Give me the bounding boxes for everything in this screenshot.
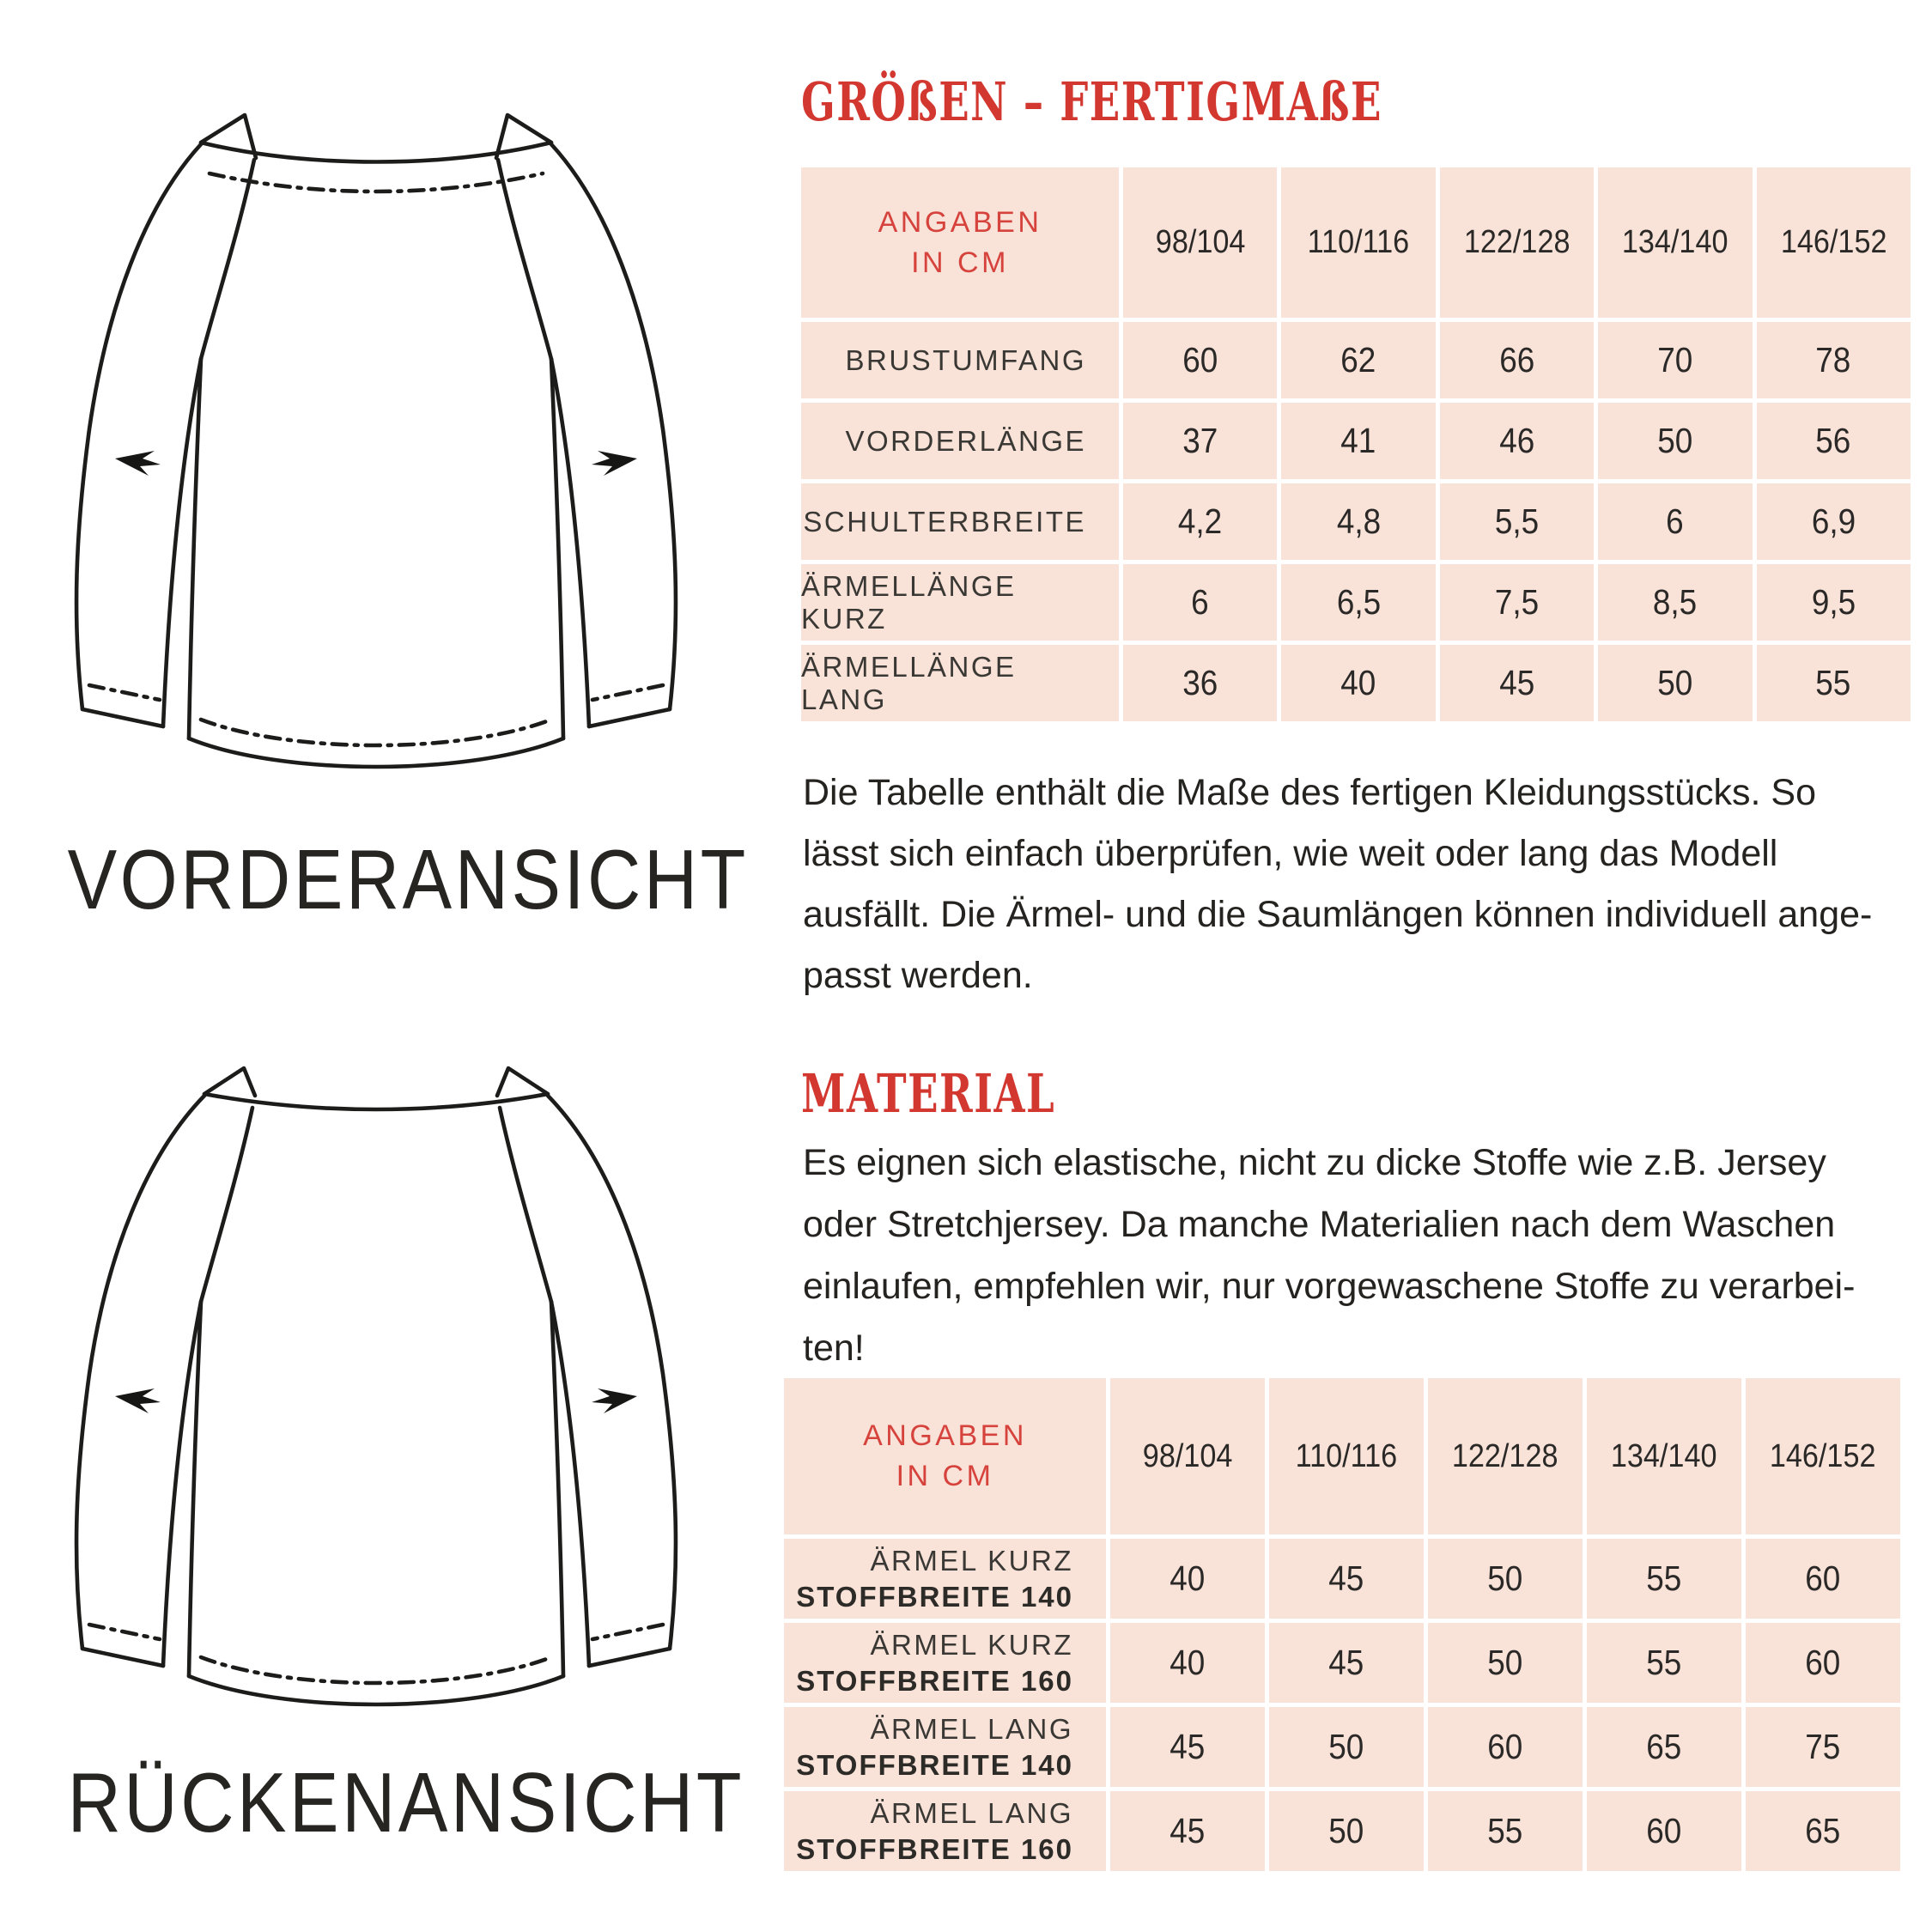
measurement-value: 78	[1815, 340, 1851, 380]
fabric-value: 50	[1487, 1643, 1523, 1682]
measurement-value-cell	[1281, 645, 1435, 721]
measurement-value-cell	[1440, 403, 1594, 479]
measurement-value-cell	[1123, 483, 1277, 560]
sizes-description	[803, 762, 1932, 1006]
fabric-value-cell	[1428, 1539, 1583, 1619]
measurement-value-cell	[1598, 483, 1752, 560]
fabric-value: 55	[1487, 1811, 1523, 1850]
fabric-value-cell	[1587, 1707, 1741, 1787]
back-view-label: RÜCKENANSICHT	[67, 1755, 745, 1850]
front-view-label: VORDERANSICHT	[67, 832, 749, 927]
fabric-value: 65	[1646, 1727, 1682, 1766]
fabric-value: 45	[1328, 1558, 1364, 1598]
fabric-value: 40	[1170, 1643, 1206, 1682]
measurement-label-text: BRUSTUMFANG	[845, 343, 1086, 376]
size-column-header-text: 146/152	[1780, 224, 1887, 260]
measurement-value-cell	[1598, 403, 1752, 479]
size-column-header	[1281, 167, 1435, 318]
measurement-value-cell	[1440, 564, 1594, 641]
size-column-header	[1757, 167, 1911, 318]
measurement-row-label	[801, 322, 1119, 398]
size-column-header-text: 110/116	[1307, 224, 1410, 260]
measurement-label-text: SCHULTERBREITE	[803, 505, 1086, 538]
measurement-label-text: ÄRMELLÄNGE LANG	[801, 650, 1017, 715]
fabric-value-cell	[1110, 1623, 1265, 1703]
fabric-label-line1: ÄRMEL KURZ	[870, 1544, 1073, 1577]
fabric-label-line1: ÄRMEL KURZ	[870, 1628, 1073, 1661]
fabric-value-cell	[1587, 1623, 1741, 1703]
size-column-header	[1428, 1378, 1583, 1534]
measurement-value-cell	[1281, 483, 1435, 560]
measurement-value-cell	[1123, 645, 1277, 721]
fabric-label-line1: ÄRMEL LANG	[870, 1796, 1073, 1829]
fabric-value-cell	[1746, 1707, 1900, 1787]
measurement-row-label	[801, 483, 1119, 560]
fabric-value-cell	[1587, 1791, 1741, 1871]
sizes-description-line: passt werden.	[803, 955, 1033, 996]
size-column-header	[1587, 1378, 1741, 1534]
measurement-value: 8,5	[1653, 582, 1698, 622]
measurement-value-cell	[1598, 564, 1752, 641]
fabric-value-cell	[1746, 1539, 1900, 1619]
fabric-value: 75	[1805, 1727, 1841, 1766]
fabric-value: 40	[1170, 1558, 1206, 1598]
shirt-front-sketch-illustration	[33, 84, 720, 818]
fabric-requirements-table	[784, 1378, 1900, 1871]
measurement-value-cell	[1757, 483, 1911, 560]
fabric-row-label	[784, 1707, 1106, 1787]
header-label-line2: IN CM	[911, 246, 1009, 279]
measurement-value: 62	[1340, 340, 1376, 380]
measurement-value-cell	[1440, 483, 1594, 560]
fabric-value-cell	[1110, 1791, 1265, 1871]
material-description-line: oder Stretchjersey. Da manche Materialien nach dem Waschen	[803, 1204, 1836, 1245]
sizes-description-line: ausfällt. Die Ärmel- und die Saumlängen können individuell ange-	[803, 894, 1873, 935]
material-section-header	[801, 1062, 1140, 1125]
fabric-label-line2: STOFFBREITE 140	[796, 1748, 1073, 1781]
measurement-row-label	[801, 403, 1119, 479]
fabric-value-cell	[1110, 1707, 1265, 1787]
measurement-value-cell	[1281, 403, 1435, 479]
measurement-value: 66	[1498, 340, 1535, 380]
header-label-line1: ANGABEN	[863, 1419, 1027, 1452]
sizes-table-header-label	[801, 167, 1119, 318]
measurement-value-cell	[1281, 322, 1435, 398]
measurement-value: 70	[1657, 340, 1693, 380]
fabric-value: 60	[1487, 1727, 1523, 1766]
front-view-figure	[33, 84, 720, 818]
size-column-header	[1598, 167, 1752, 318]
sizes-table	[801, 167, 1911, 721]
header-label-line2: IN CM	[896, 1460, 994, 1492]
measurement-value: 37	[1182, 421, 1218, 460]
measurement-value-cell	[1123, 564, 1277, 641]
measurement-value-cell	[1123, 322, 1277, 398]
fabric-label-line1: ÄRMEL LANG	[870, 1712, 1073, 1745]
fabric-label-line2: STOFFBREITE 160	[796, 1664, 1073, 1697]
size-column-header-text: 146/152	[1770, 1437, 1876, 1474]
measurement-label-text: ÄRMELLÄNGE KURZ	[801, 569, 1017, 635]
fabric-row-label	[784, 1623, 1106, 1703]
measurement-value: 41	[1340, 421, 1376, 460]
size-column-header-text: 134/140	[1611, 1437, 1717, 1474]
size-column-header	[1440, 167, 1594, 318]
fabric-value-cell	[1269, 1707, 1424, 1787]
header-label-line1: ANGABEN	[878, 205, 1042, 239]
material-description-line: einlaufen, empfehlen wir, nur vorgewaschene Stoffe zu verarbei-	[803, 1266, 1856, 1307]
size-column-header-text: 110/116	[1295, 1437, 1398, 1474]
measurement-value: 6,5	[1336, 582, 1381, 622]
fabric-value: 50	[1328, 1727, 1364, 1766]
fabric-value: 60	[1646, 1811, 1682, 1850]
fabric-label-line2: STOFFBREITE 160	[796, 1832, 1073, 1865]
fabric-value-cell	[1428, 1707, 1583, 1787]
size-column-header	[1269, 1378, 1424, 1534]
measurement-value-cell	[1598, 322, 1752, 398]
measurement-value: 50	[1657, 663, 1693, 702]
measurement-value: 5,5	[1494, 501, 1540, 541]
material-description-line: Es eignen sich elastische, nicht zu dicke Stoffe wie z.B. Jersey	[803, 1142, 1826, 1183]
measurement-value: 4,8	[1336, 501, 1381, 541]
size-column-header-text: 98/104	[1155, 224, 1246, 260]
measurement-value: 6	[1191, 582, 1209, 622]
measurement-value: 60	[1182, 340, 1218, 380]
measurement-value: 46	[1498, 421, 1535, 460]
fabric-value: 60	[1805, 1558, 1841, 1598]
measurement-value: 50	[1657, 421, 1693, 460]
fabric-value: 60	[1805, 1643, 1841, 1682]
size-column-header-text: 122/128	[1452, 1437, 1558, 1474]
size-column-header-text: 134/140	[1622, 224, 1728, 260]
fabric-label-line2: STOFFBREITE 140	[796, 1580, 1073, 1613]
measurement-value: 55	[1815, 663, 1851, 702]
measurement-value-cell	[1440, 645, 1594, 721]
measurement-label-text: VORDERLÄNGE	[845, 424, 1086, 457]
fabric-value: 45	[1328, 1643, 1364, 1682]
measurement-value-cell	[1123, 403, 1277, 479]
size-column-header-text: 122/128	[1463, 224, 1571, 260]
fabric-table-header-label	[784, 1378, 1106, 1534]
measurement-value-cell	[1757, 403, 1911, 479]
material-description	[803, 1132, 1932, 1379]
fabric-value-cell	[1269, 1539, 1424, 1619]
fabric-value-cell	[1746, 1791, 1900, 1871]
size-column-header-text: 98/104	[1142, 1437, 1233, 1474]
measurement-value-cell	[1757, 564, 1911, 641]
fabric-row-label	[784, 1539, 1106, 1619]
size-column-header	[1746, 1378, 1900, 1534]
material-heading: MATERIAL	[801, 1062, 1056, 1125]
measurement-row-label	[801, 564, 1119, 641]
fabric-value-cell	[1110, 1539, 1265, 1619]
fabric-value-cell	[1269, 1791, 1424, 1871]
fabric-value: 55	[1646, 1643, 1682, 1682]
back-view-figure	[33, 1029, 720, 1750]
measurement-value-cell	[1757, 645, 1911, 721]
sizes-description-line: lässt sich einfach überprüfen, wie weit oder lang das Modell	[803, 833, 1778, 874]
measurement-value: 40	[1340, 663, 1376, 702]
fabric-value: 65	[1805, 1811, 1841, 1850]
measurement-value: 6,9	[1811, 501, 1856, 541]
fabric-value: 55	[1646, 1558, 1682, 1598]
measurement-value-cell	[1281, 564, 1435, 641]
shirt-back-sketch-illustration	[33, 1029, 720, 1750]
sizes-heading: GRÖßEN – FERTIGMAßE	[801, 70, 1382, 133]
size-column-header	[1110, 1378, 1265, 1534]
measurement-row-label	[801, 645, 1119, 721]
measurement-value-cell	[1440, 322, 1594, 398]
fabric-value-cell	[1587, 1539, 1741, 1619]
sizes-section-header	[801, 70, 1577, 133]
measurement-value: 9,5	[1811, 582, 1856, 622]
measurement-value: 7,5	[1494, 582, 1540, 622]
measurement-value-cell	[1757, 322, 1911, 398]
fabric-value: 50	[1328, 1811, 1364, 1850]
measurement-value: 6	[1666, 501, 1685, 541]
fabric-value: 45	[1170, 1727, 1206, 1766]
fabric-value-cell	[1428, 1791, 1583, 1871]
measurement-value: 4,2	[1178, 501, 1223, 541]
fabric-value: 45	[1170, 1811, 1206, 1850]
fabric-value-cell	[1269, 1623, 1424, 1703]
measurement-value: 45	[1498, 663, 1535, 702]
fabric-value: 50	[1487, 1558, 1523, 1598]
measurement-value: 36	[1182, 663, 1218, 702]
size-column-header	[1123, 167, 1277, 318]
measurement-value-cell	[1598, 645, 1752, 721]
fabric-row-label	[784, 1791, 1106, 1871]
fabric-value-cell	[1428, 1623, 1583, 1703]
measurement-value: 56	[1815, 421, 1851, 460]
sizes-description-line: Die Tabelle enthält die Maße des fertigen Kleidungsstücks. So	[803, 772, 1817, 813]
fabric-value-cell	[1746, 1623, 1900, 1703]
material-description-line: ten!	[803, 1327, 865, 1369]
